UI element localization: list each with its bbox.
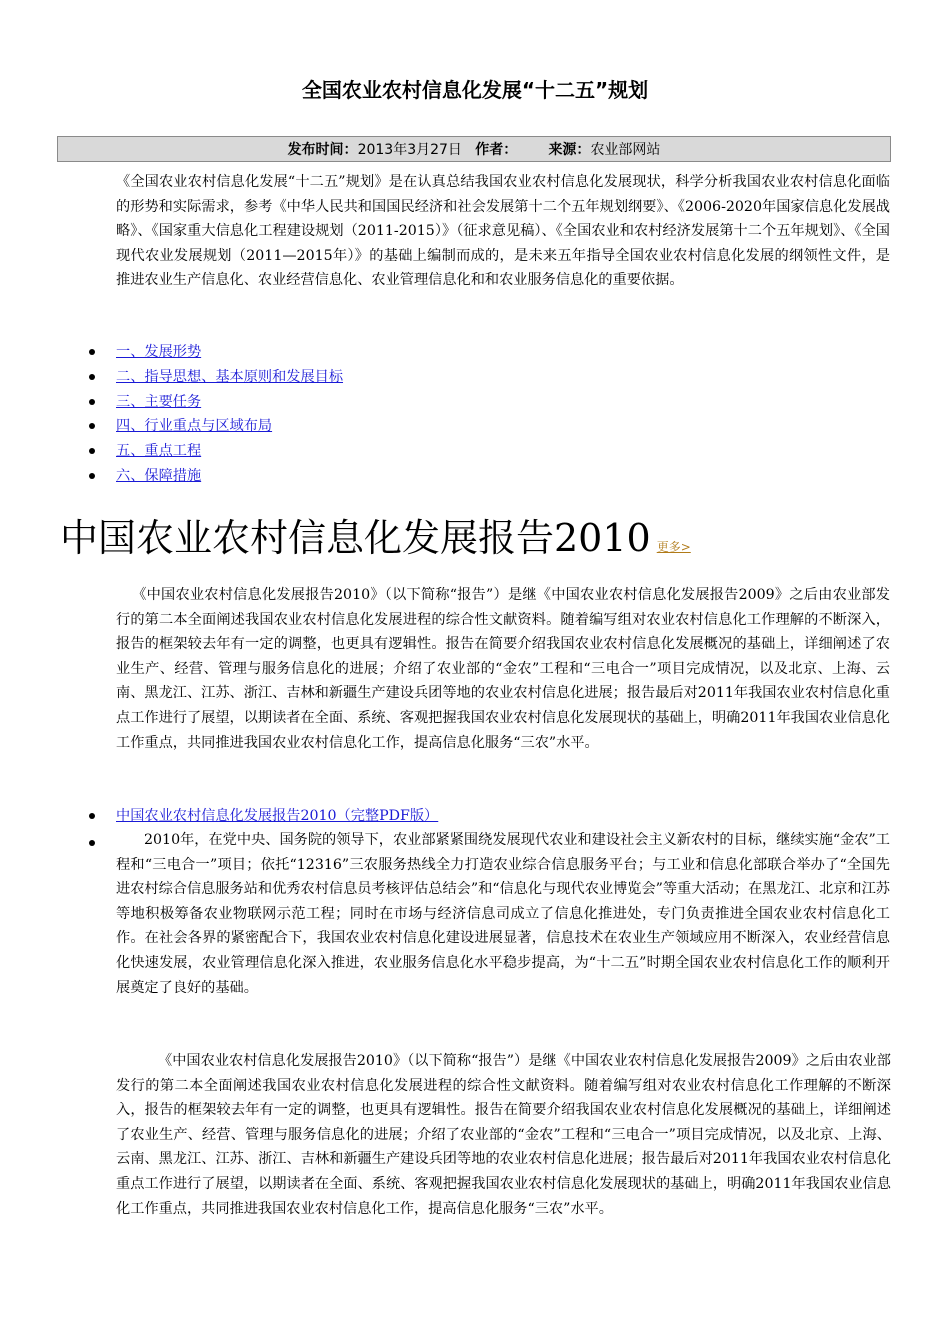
report-intro-paragraph-repeat: [116, 1049, 891, 1221]
toc-link-5[interactable]: 五、重点工程: [116, 443, 202, 460]
publish-info-bar: [57, 136, 891, 162]
summary-paragraph: [116, 828, 890, 1000]
bullet-icon: [89, 349, 95, 355]
source-label: 来源：: [548, 142, 591, 158]
toc-link-1[interactable]: 一、发展形势: [116, 344, 202, 360]
more-link[interactable]: 更多>: [656, 540, 691, 554]
publish-label: 发布时间：: [287, 142, 358, 158]
author-label: 作者：: [475, 142, 518, 158]
report-intro-paragraph: [116, 583, 890, 755]
bullet-icon: [89, 813, 95, 819]
report-heading: [60, 513, 691, 572]
toc-link-6[interactable]: 六、保障措施: [116, 467, 202, 484]
page-title: 全国农业农村信息化发展“十二五”规划: [301, 78, 649, 102]
pdf-list-item: [0, 804, 950, 828]
toc-link-2[interactable]: 二、指导思想、基本原则和发展目标: [116, 368, 344, 385]
bullet-icon: [89, 473, 95, 479]
report-intro-text-repeat: 《中国农业农村信息化发展报告2010》（以下简称“报告”）是继《中国农业农村信息化发展报告2009》之后由农业部发行的第二本全面阐述我国农业农村信息化发展进程的综合性文献资料。随着编写组对农业农村信息化工作理解的不断深入，报告的框架较去年有一定的调整，也更具有逻辑性。报告在简要介绍我国农业农村信息化发展概况的基础上，详细阐述了农业生产、经营、管理与服务信息化的进展；介绍了农业部的“金农”工程和“三电合一”项目完成情况，以及北京、上海、云南、黑龙江、江苏、浙江、吉林和新疆生产建设兵团等地的农业农村信息化进展；报告最后对2011年我国农业农村信息化重点工作进行了展望，以期读者在全面、系统、客观把握我国农业农村信息化发展现状的基础上，明确2011年我国农业信息化工作重点，共同推进我国农业农村信息化工作，提高信息化服务“三农”水平。: [116, 1053, 891, 1217]
intro-paragraph: 《全国农业农村信息化发展“十二五”规划》是在认真总结我国农业农村信息化发展现状，科学分析我国农业农村信息化面临的形势和实际需求，参考《中华人民共和国国民经济和社会发展第十二个五年规划纲要》、《2006-2020年国家信息化发展战略》、《国家重大信息化工程建设规划（2011-2015）》（征求意见稿）、《全国农业和农村经济发展第十二个五年规划》、《全国现代农业发展规划（2011—2015年）》的基础上编制而成的，是未来五年指导全国农业农村信息化发展的纲领性文件，是推进农业生产信息化、农业经营信息化、农业管理信息化和和农业服务信息化的重要依据。: [116, 174, 890, 289]
report-heading-text: 中国农业农村信息化发展报告2010: [60, 516, 651, 560]
bullet-icon: [89, 448, 95, 454]
toc-link-3[interactable]: 三、主要任务: [116, 393, 202, 410]
bullet-icon: [89, 423, 95, 429]
pdf-download-link[interactable]: 中国农业农村信息化发展报告2010（完整PDF版）: [116, 808, 439, 824]
bullet-icon: [89, 840, 95, 846]
summary-text: 2010年，在党中央、国务院的领导下，农业部紧紧围绕发展现代农业和建设社会主义新农村的目标，继续实施“金农”工程和“三电合一”项目；依托“12316”三农服务热线全力打造农业综合信息服务平台；与工业和信息化部联合举办了“全国先进农村综合信息服务站和优秀农村信息员考核评估总结会”和“信息化与现代农业博览会”等重大活动；在黑龙江、北京和江苏等地积极筹备农业物联网示范工程；同时在市场与经济信息司成立了信息化推进处，专门负责推进全国农业农村信息化工作。在社会各界的紧密配合下，我国农业农村信息化建设进展显著，信息技术在农业生产领域应用不断深入，农业经营信息化快速发展，农业管理信息化深入推进，农业服务信息化水平稳步提高，为“十二五”时期全国农业农村信息化工作的顺利开展奠定了良好的基础。: [116, 832, 890, 996]
bullet-icon: [89, 399, 95, 405]
report-intro-text: 《中国农业农村信息化发展报告2010》（以下简称“报告”）是继《中国农业农村信息化发展报告2009》之后由农业部发行的第二本全面阐述我国农业农村信息化发展进程的综合性文献资料。随着编写组对农业农村信息化工作理解的不断深入，报告的框架较去年有一定的调整，也更具有逻辑性。报告在简要介绍我国农业农村信息化发展概况的基础上，详细阐述了农业生产、经营、管理与服务信息化的进展；介绍了农业部的“金农”工程和“三电合一”项目完成情况，以及北京、上海、云南、黑龙江、江苏、浙江、吉林和新疆生产建设兵团等地的农业农村信息化进展；报告最后对2011年我国农业农村信息化重点工作进行了展望，以期读者在全面、系统、客观把握我国农业农村信息化发展现状的基础上，明确2011年我国农业信息化工作重点，共同推进我国农业农村信息化工作，提高信息化服务“三农”水平。: [116, 587, 890, 751]
toc-link-4[interactable]: 四、行业重点与区域布局: [116, 418, 273, 435]
publish-date: 2013年3月27日: [357, 142, 462, 158]
source-value: 农业部网站: [590, 142, 661, 158]
bullet-icon: [89, 374, 95, 380]
